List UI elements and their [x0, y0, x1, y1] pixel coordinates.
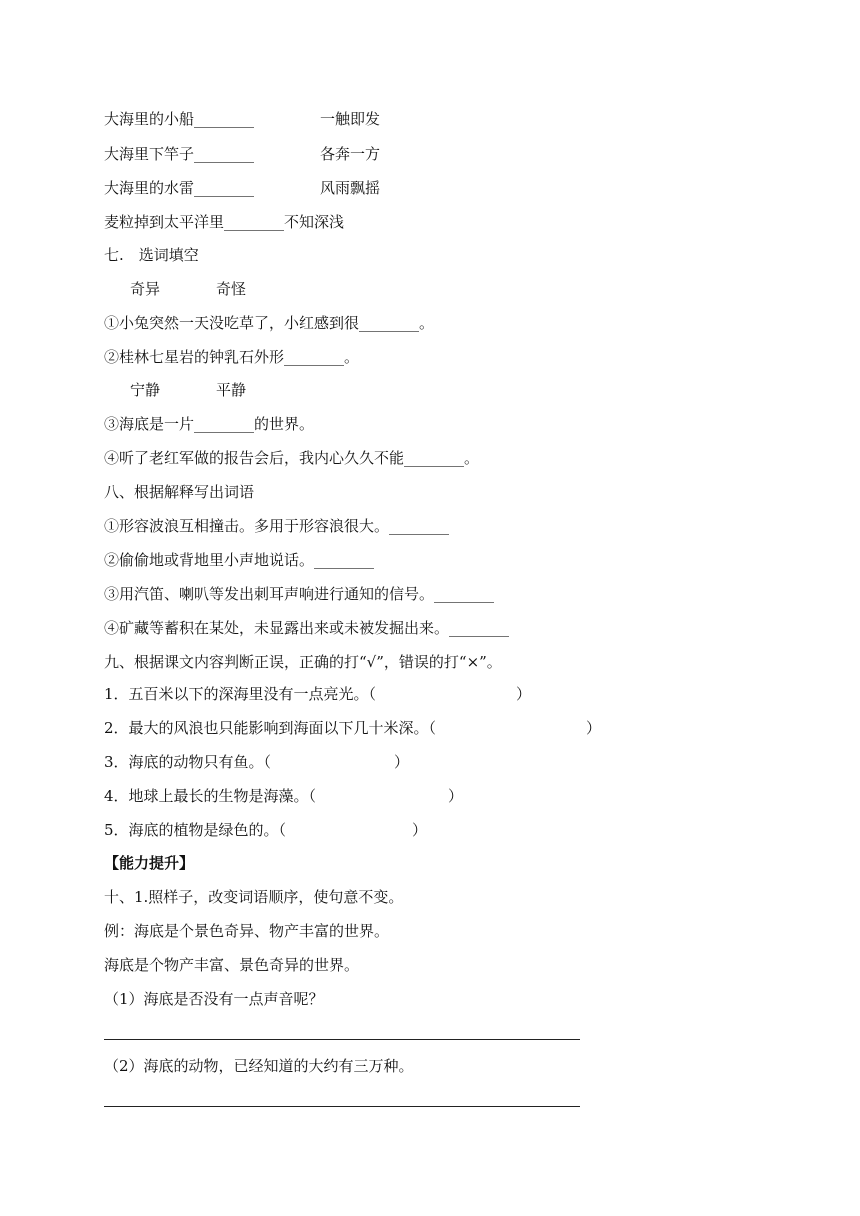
- judge-close: ）: [586, 719, 602, 737]
- example-answer: 海底是个物产丰富、景色奇异的世界。: [104, 956, 360, 974]
- judge-item-4: [104, 786, 463, 806]
- definition-item-4: ④矿藏等蓄积在某处，未显露出来或未被发掘出来。________: [104, 619, 510, 637]
- fill-question-4: ④听了老红军做的报告会后，我内心久久不能________。: [104, 449, 480, 467]
- rewrite-question-1: （1）海底是否没有一点声音呢？: [104, 990, 324, 1008]
- fill-question-1: ①小兔突然一天没吃草了，小红感到很________。: [104, 314, 435, 332]
- match-row-1: [104, 109, 380, 129]
- word-choice: 宁静: [130, 381, 161, 399]
- judge-item-3: [104, 752, 409, 772]
- word-choice-group-2: [130, 380, 246, 400]
- definition-item-2: ②偷偷地或背地里小声地说话。________: [104, 551, 375, 569]
- word-choice-group-1: [130, 279, 246, 299]
- section10-title: 十、1.照样子，改变词语顺序，使句意不变。: [104, 888, 404, 906]
- match-row-4: [104, 212, 344, 232]
- match-right: 各奔一方: [320, 145, 381, 163]
- judge-close: ）: [516, 685, 532, 703]
- judge-text: 4．地球上最长的生物是海藻。（: [104, 787, 317, 805]
- answer-line-2: [104, 1106, 580, 1107]
- match-right: 不知深浅: [284, 213, 345, 231]
- section7-title: 七. 选词填空: [104, 246, 199, 264]
- match-left: 大海里下竿子________: [104, 145, 255, 163]
- judge-text: 2．最大的风浪也只能影响到海面以下几十米深。（: [104, 719, 437, 737]
- example-sentence: 例：海底是个景色奇异、物产丰富的世界。: [104, 922, 390, 940]
- answer-line-1: [104, 1039, 580, 1040]
- judge-item-1: [104, 684, 531, 704]
- match-row-2: [104, 144, 380, 164]
- definition-item-1: ①形容波浪互相撞击。多用于形容浪很大。________: [104, 517, 450, 535]
- judge-item-5: [104, 820, 427, 840]
- rewrite-question-2: （2）海底的动物，已经知道的大约有三万种。: [104, 1057, 414, 1075]
- section9-title: 九、根据课文内容判断正误，正确的打“√”，错误的打“×”。: [104, 653, 502, 671]
- judge-text: 3．海底的动物只有鱼。（: [104, 753, 272, 771]
- fill-question-2: ②桂林七星岩的钟乳石外形________。: [104, 348, 360, 366]
- match-left: 大海里的小船________: [104, 110, 255, 128]
- judge-item-2: [104, 718, 601, 738]
- match-left: 麦粒掉到太平洋里________: [104, 213, 285, 231]
- definition-item-3: ③用汽笛、喇叭等发出刺耳声响进行通知的信号。________: [104, 585, 495, 603]
- match-right: 一触即发: [320, 110, 381, 128]
- fill-question-3: ③海底是一片________的世界。: [104, 415, 315, 433]
- judge-text: 1．五百米以下的深海里没有一点亮光。（: [104, 685, 377, 703]
- judge-text: 5．海底的植物是绿色的。（: [104, 821, 287, 839]
- match-left: 大海里的水雷________: [104, 179, 255, 197]
- match-right: 风雨飘摇: [320, 179, 381, 197]
- section-heading: 【能力提升】: [104, 854, 195, 872]
- word-choice: 平静: [216, 381, 247, 399]
- match-row-3: [104, 178, 380, 198]
- word-choice: 奇异: [130, 280, 161, 298]
- judge-close: ）: [448, 787, 464, 805]
- judge-close: ）: [412, 821, 428, 839]
- section8-title: 八、根据解释写出词语: [104, 483, 255, 501]
- judge-close: ）: [394, 753, 410, 771]
- word-choice: 奇怪: [216, 280, 247, 298]
